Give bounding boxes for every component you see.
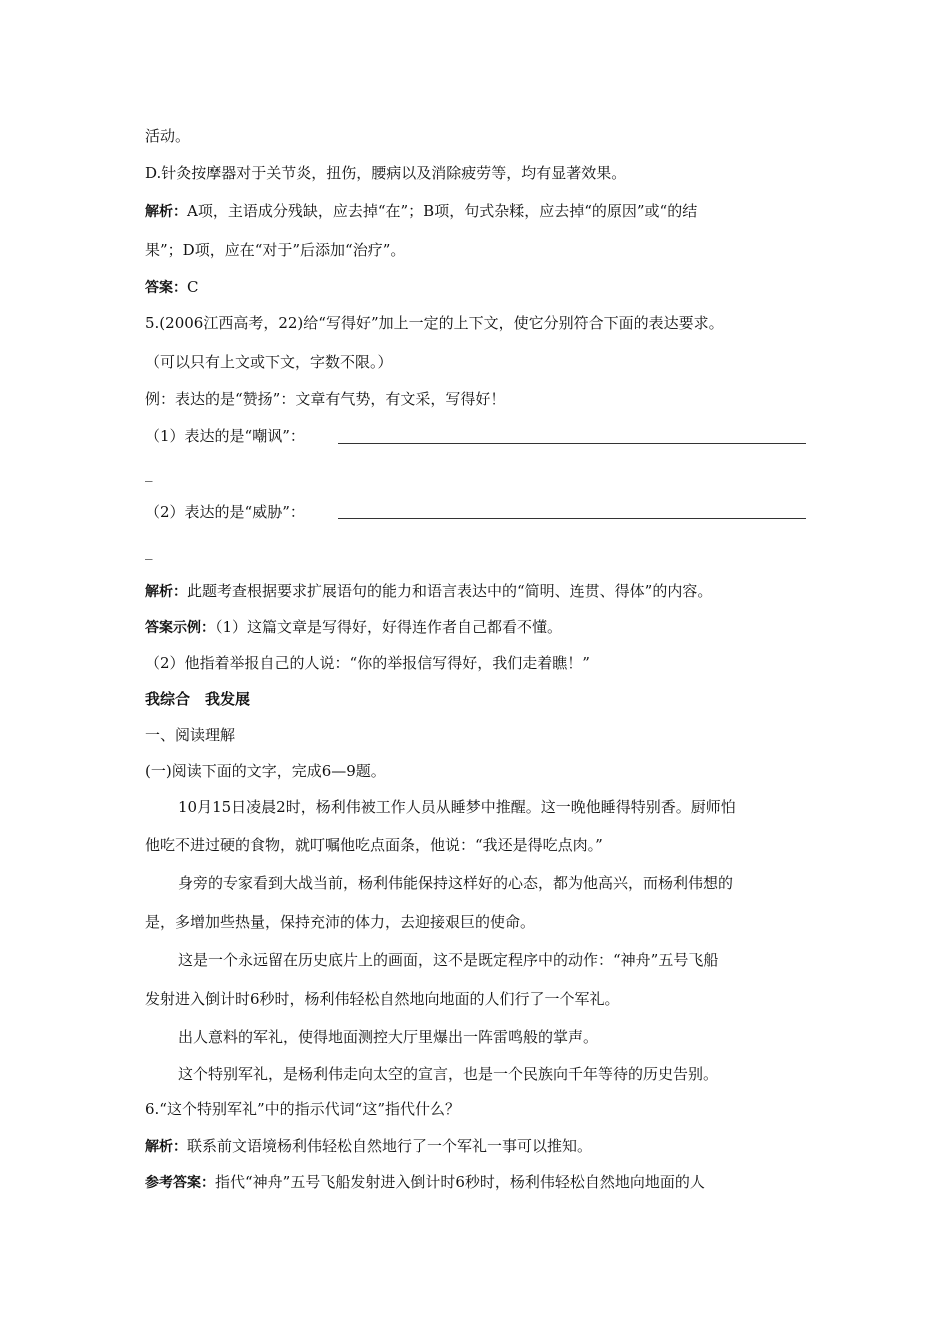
blank-question-1: （1）表达的是“嘲讽”：	[145, 427, 305, 445]
passage-line: 是，多增加些热量，保持充沛的体力，去迎接艰巨的使命。	[145, 913, 536, 931]
text-line: 果”；D项，应在“对于”后添加“治疗”。	[145, 241, 406, 259]
passage-line: 10月15日凌晨2时，杨利伟被工作人员从睡梦中推醒。这一晚他睡得特别香。厨师怕	[178, 798, 736, 816]
passage-line: 出人意料的军礼，使得地面测控大厅里爆出一阵雷鸣般的掌声。	[178, 1028, 599, 1046]
answer-line	[145, 277, 198, 298]
analysis-text: 此题考查根据要求扩展语句的能力和语言表达中的“简明、连贯、得体”的内容。	[187, 582, 713, 600]
blank-tail-1: _	[145, 464, 153, 482]
analysis-text: 联系前文语境杨利伟轻松自然地行了一个军礼一事可以推知。	[187, 1137, 593, 1155]
question-5: 5.(2006江西高考，22)给“写得好”加上一定的上下文，使它分别符合下面的表达要求。	[145, 314, 724, 332]
blank-tail-2: _	[145, 542, 153, 560]
section-subheading: 一、阅读理解	[145, 726, 236, 744]
section-heading: 我综合 我发展	[145, 690, 251, 708]
reference-answer-text: 指代“神舟”五号飞船发射进入倒计时6秒时，杨利伟轻松自然地向地面的人	[215, 1173, 705, 1191]
answer-example-text: （1）这篇文章是写得好，好得连作者自己都看不懂。	[215, 618, 563, 636]
passage-line: 这是一个永远留在历史底片上的画面，这不是既定程序中的动作：“神舟”五号飞船	[178, 951, 719, 969]
example-line: 例：表达的是“赞扬”：文章有气势，有文采，写得好！	[145, 390, 506, 408]
answer-example-line	[145, 617, 562, 638]
question-6: 6.“这个特别军礼”中的指示代词“这”指代什么？	[145, 1100, 460, 1118]
passage-line: 发射进入倒计时6秒时，杨利伟轻松自然地向地面的人们行了一个军礼。	[145, 990, 620, 1008]
analysis-line	[145, 1136, 592, 1157]
answer-example-2: （2）他指着举报自己的人说：“你的举报信写得好，我们走着瞧！”	[145, 654, 590, 672]
analysis-text: A项，主语成分残缺，应去掉“在”；B项，句式杂糅，应去掉“的原因”或“的结	[187, 202, 698, 220]
answer-text: C	[187, 278, 199, 296]
analysis-line	[145, 201, 697, 222]
reading-instruction: (一)阅读下面的文字，完成6—9题。	[145, 762, 386, 780]
passage-line: 他吃不进过硬的食物，就叮嘱他吃点面条，他说：“我还是得吃点肉。”	[145, 836, 603, 854]
text-line: 活动。	[145, 127, 191, 145]
analysis-label: 解析：	[145, 1139, 187, 1155]
answer-blank-2[interactable]	[338, 518, 806, 519]
passage-line: 这个特别军礼，是杨利伟走向太空的宣言，也是一个民族向千年等待的历史告别。	[178, 1065, 719, 1083]
answer-label: 答案：	[145, 280, 187, 296]
reference-answer-line	[145, 1172, 705, 1193]
analysis-label: 解析：	[145, 584, 187, 600]
answer-example-label: 答案示例：	[145, 620, 215, 636]
question-note: （可以只有上文或下文，字数不限。）	[145, 353, 393, 371]
blank-question-2: （2）表达的是“威胁”：	[145, 503, 305, 521]
analysis-line	[145, 581, 712, 602]
option-d: D.针灸按摩器对于关节炎，扭伤，腰病以及消除疲劳等，均有显著效果。	[145, 164, 627, 182]
answer-blank-1[interactable]	[338, 443, 806, 444]
reference-answer-label: 参考答案：	[145, 1175, 215, 1191]
passage-line: 身旁的专家看到大战当前，杨利伟能保持这样好的心态，都为他高兴，而杨利伟想的	[178, 874, 734, 892]
analysis-label: 解析：	[145, 204, 187, 220]
